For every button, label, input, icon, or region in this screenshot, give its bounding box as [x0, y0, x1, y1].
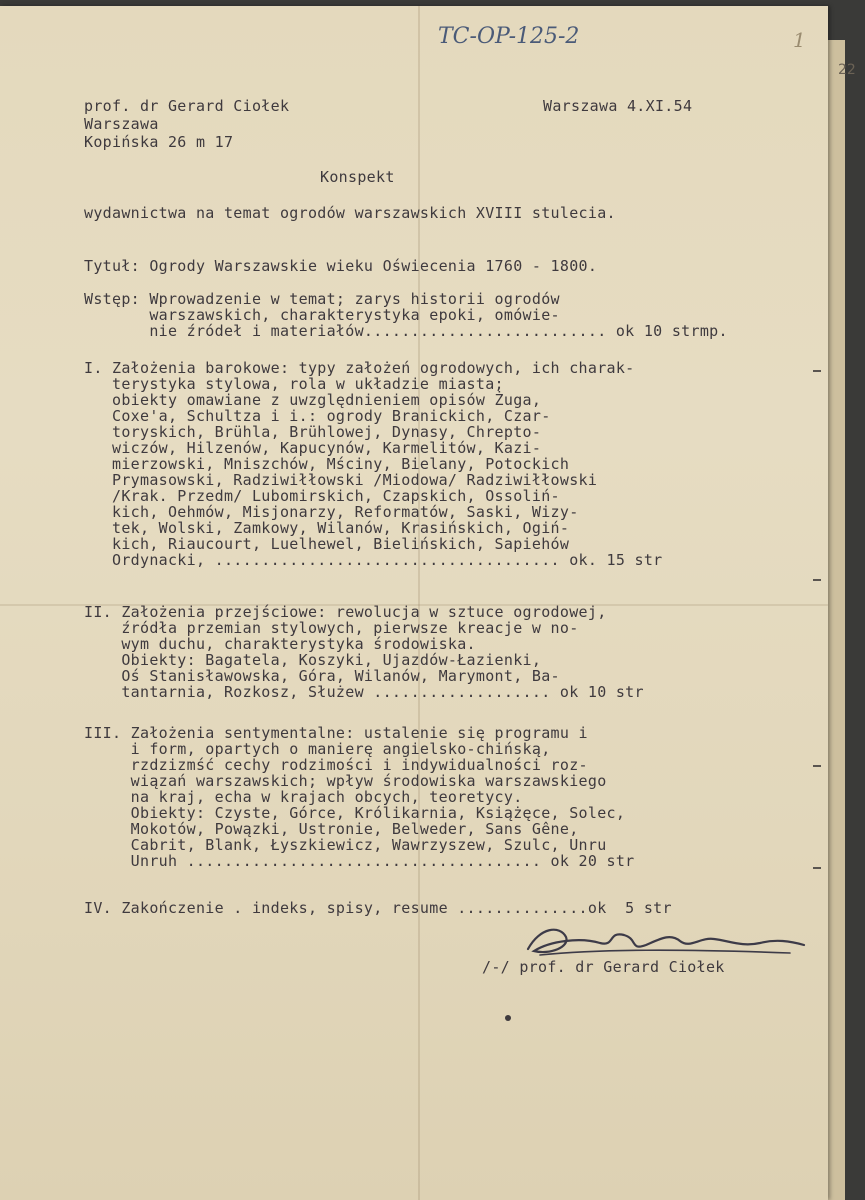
text-line: Wstęp: Wprowadzenie w temat; zarys historii ogrodów: [84, 290, 560, 308]
margin-mark: [813, 765, 821, 767]
section-sentimental: [84, 725, 635, 869]
text-line: źródła przemian stylowych, pierwsze kreacje w no-: [84, 619, 579, 637]
margin-mark: [813, 579, 821, 581]
text-line: kich, Oehmów, Misjonarzy, Reformatów, Saski, Wizy-: [84, 503, 579, 521]
text-line: Coxe'a, Schultza i i.: ogrody Branickich, Czar-: [84, 407, 551, 425]
title-line: Tytuł: Ogrody Warszawskie wieku Oświecenia 1760 - 1800.: [84, 257, 598, 275]
text-line: /Krak. Przedm/ Lubomirskich, Czapskich, Ossoliń-: [84, 487, 560, 505]
signature-line: /-/ prof. dr Gerard Ciołek: [482, 958, 725, 976]
text-line: kich, Riaucourt, Luelhewel, Bielińskich, Sapiehów: [84, 535, 570, 553]
text-line: Mokotów, Powązki, Ustronie, Belweder, Sans Gêne,: [84, 820, 579, 838]
back-sheet-number: 22: [838, 62, 856, 78]
document-page: [0, 6, 828, 1200]
document-title: Konspekt: [320, 168, 395, 186]
text-line: III. Założenia sentymentalne: ustalenie się programu i: [84, 724, 588, 742]
section-transitional: [84, 604, 644, 700]
text-line: Cabrit, Blank, Łyszkiewicz, Wawrzyszew, Szulc, Unru: [84, 836, 607, 854]
margin-mark: [813, 370, 821, 372]
margin-mark: [813, 867, 821, 869]
archive-code: TC-OP-125-2: [438, 24, 580, 49]
sender-city: Warszawa: [84, 115, 159, 133]
intro-section: [84, 291, 728, 339]
page-number: 1: [793, 28, 806, 52]
text-line: mierzowski, Mniszchów, Mściny, Bielany, Potockich: [84, 455, 570, 473]
section-baroque: [84, 360, 663, 568]
text-line: wiązań warszawskich; wpływ środowiska warszawskiego: [84, 772, 607, 790]
text-line: tek, Wolski, Zamkowy, Wilanów, Krasińskich, Ogiń-: [84, 519, 570, 537]
text-line: i form, opartych o manierę angielsko-chińską,: [84, 740, 551, 758]
text-line: II. Założenia przejściowe: rewolucja w sztuce ogrodowej,: [84, 603, 607, 621]
text-line: toryskich, Brühla, Brühlowej, Dynasy, Chrepto-: [84, 423, 542, 441]
text-line: nie źródeł i materiałów.......................... ok 10 strmp.: [84, 322, 728, 340]
text-line: warszawskich, charakterystyka epoki, omówie-: [84, 306, 560, 324]
text-line: rzdzizmść cechy rodzimości i indywidualności roz-: [84, 756, 588, 774]
ink-spot: [505, 1015, 511, 1021]
text-line: Obiekty: Czyste, Górce, Królikarnia, Książęce, Solec,: [84, 804, 626, 822]
text-line: Obiekty: Bagatela, Koszyki, Ujazdów-Łazienki,: [84, 651, 542, 669]
text-line: wiczów, Hilzenów, Kapucynów, Karmelitów, Kazi-: [84, 439, 542, 457]
sender-name: prof. dr Gerard Ciołek: [84, 97, 290, 115]
conclusion-line: IV. Zakończenie . indeks, spisy, resume ..............ok 5 str: [84, 899, 672, 917]
text-line: Unruh ...................................... ok 20 str: [84, 852, 635, 870]
text-line: wym duchu, charakterystyka środowiska.: [84, 635, 476, 653]
text-line: na kraj, echa w krajach obcych, teoretycy.: [84, 788, 523, 806]
text-line: terystyka stylowa, rola w układzie miasta;: [84, 375, 504, 393]
document-date: Warszawa 4.XI.54: [543, 97, 693, 115]
document-subtitle: wydawnictwa na temat ogrodów warszawskich XVIII stulecia.: [84, 204, 616, 222]
text-line: Ordynacki, ..................................... ok. 15 str: [84, 551, 663, 569]
text-line: tantarnia, Rozkosz, Służew ................... ok 10 str: [84, 683, 644, 701]
text-line: Prymasowski, Radziwiłłowski /Miodowa/ Radziwiłłowski: [84, 471, 598, 489]
text-line: Oś Stanisławowska, Góra, Wilanów, Marymont, Ba-: [84, 667, 560, 685]
text-line: obiekty omawiane z uwzględnieniem opisów Żuga,: [84, 391, 542, 409]
text-line: I. Założenia barokowe: typy założeń ogrodowych, ich charak-: [84, 359, 635, 377]
sender-address: Kopińska 26 m 17: [84, 133, 234, 151]
